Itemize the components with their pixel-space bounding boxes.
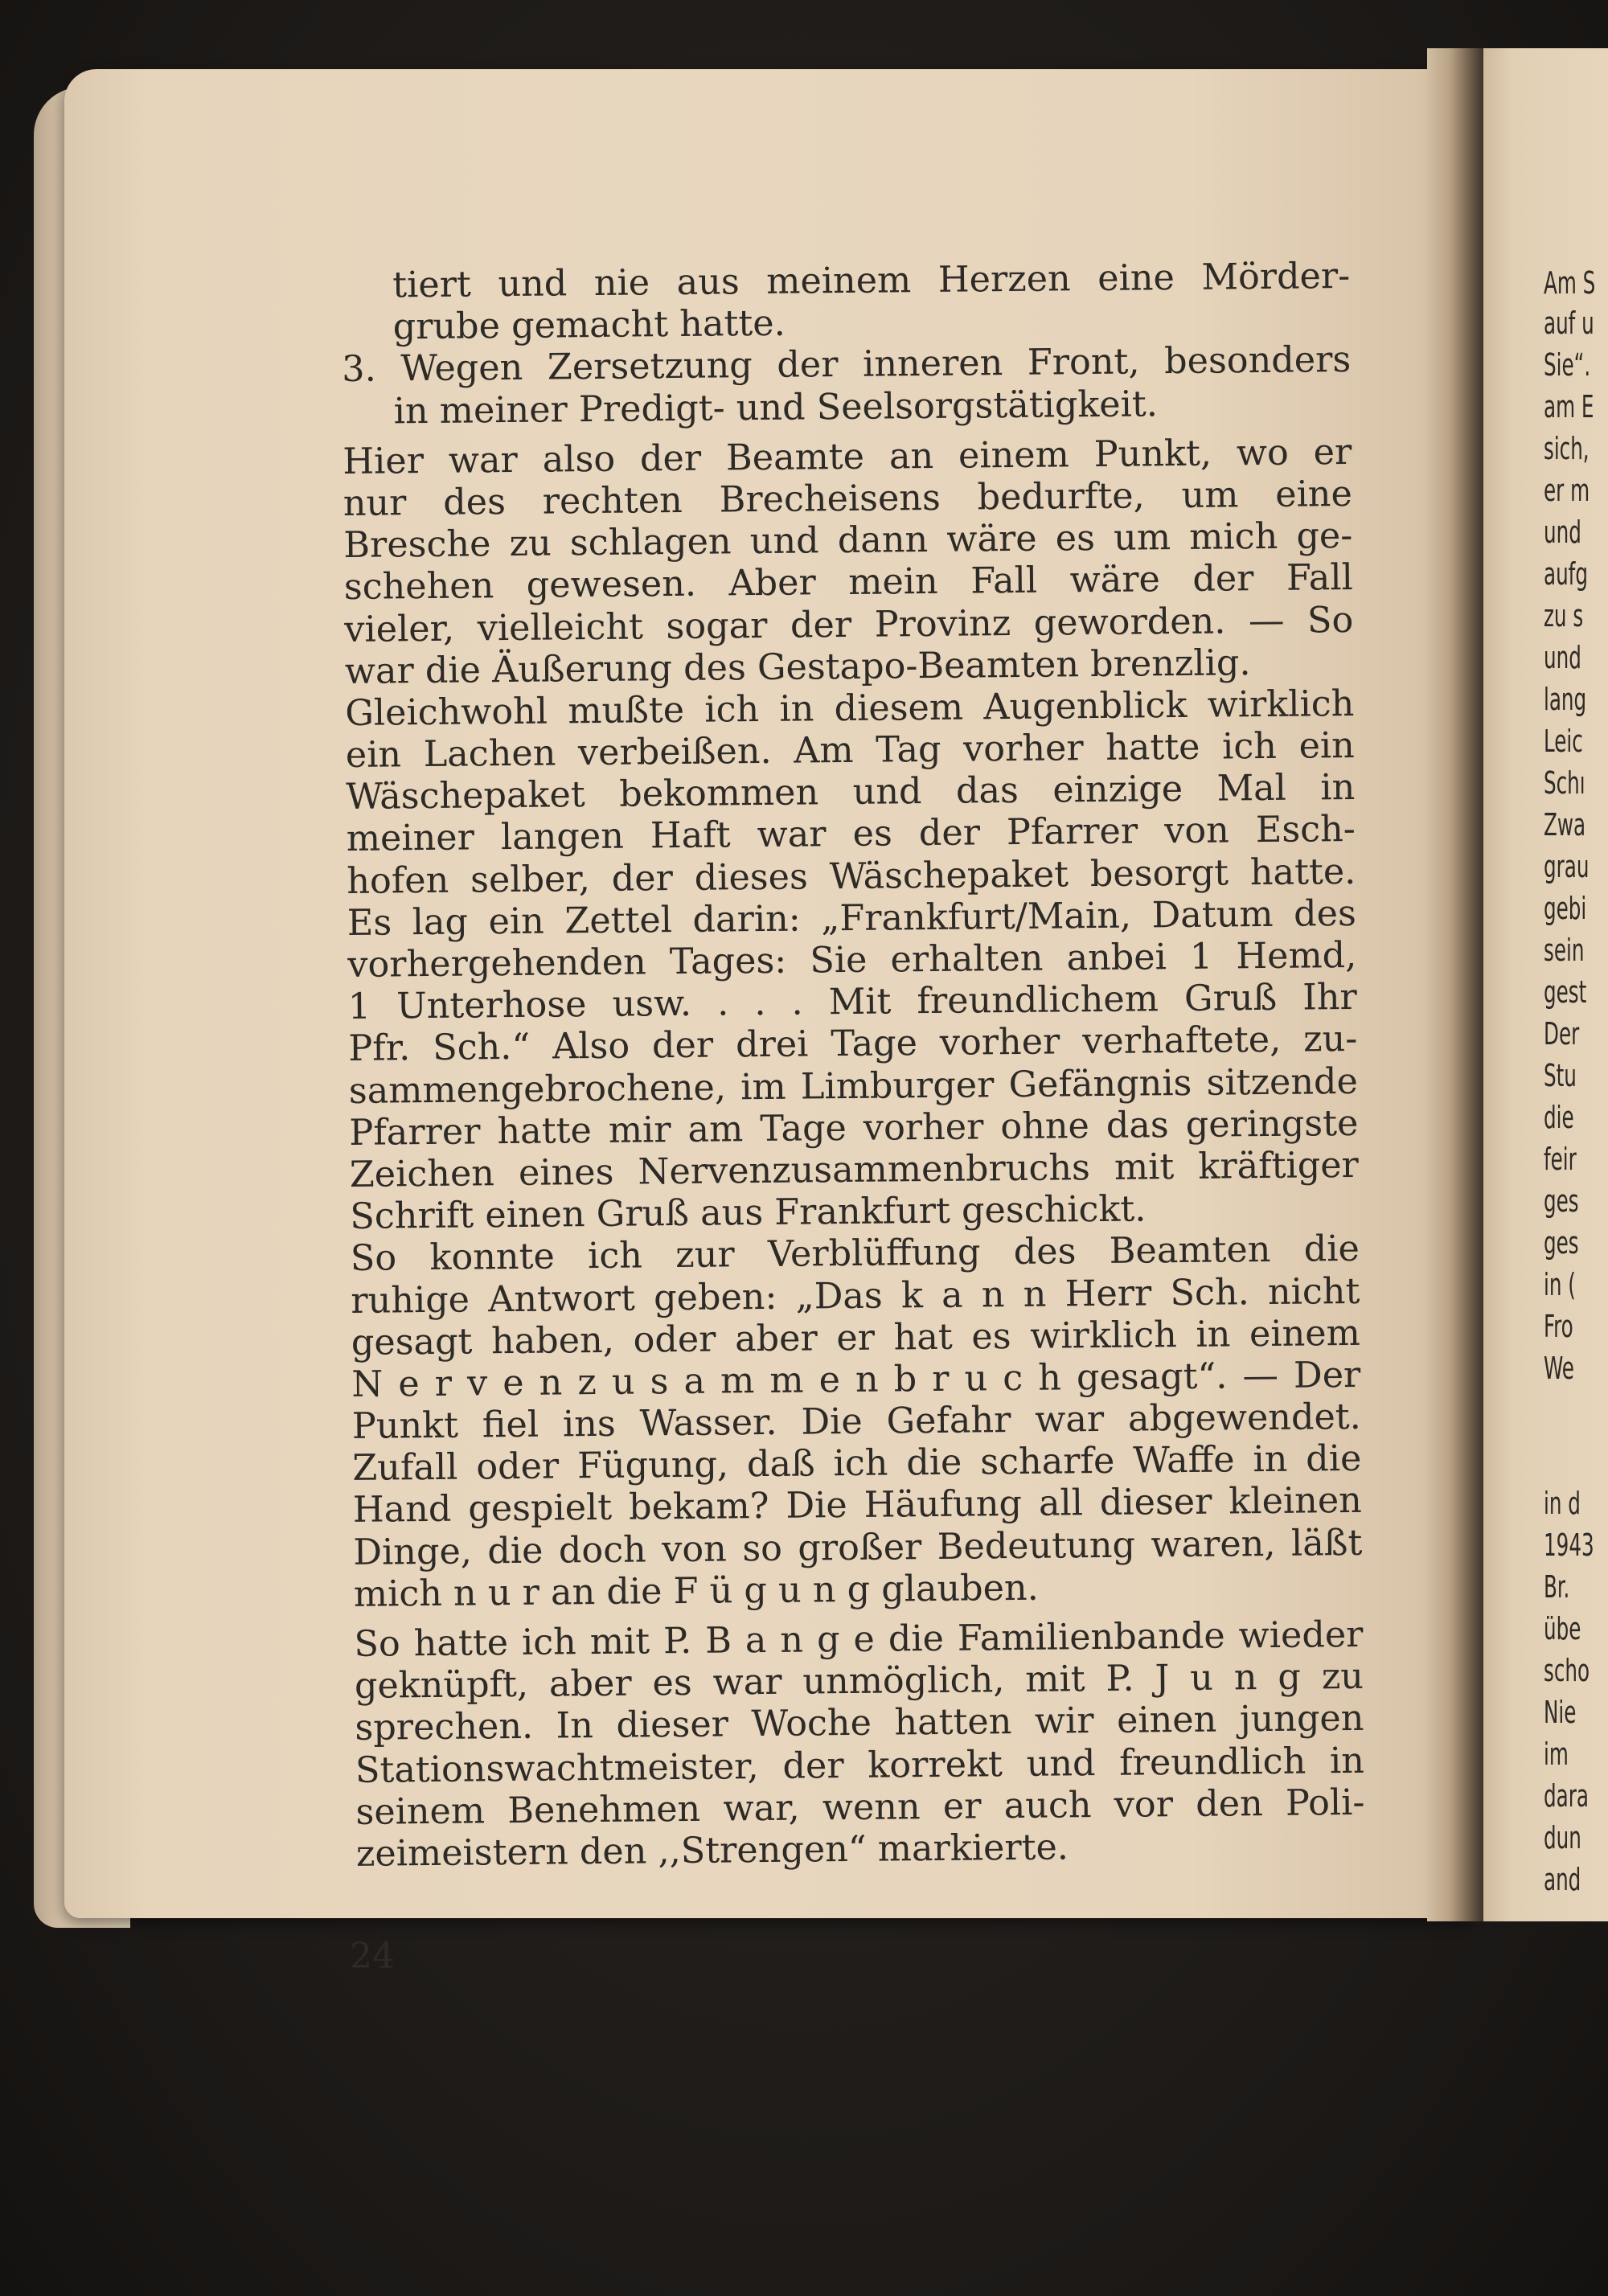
book-gutter xyxy=(1427,48,1483,1921)
text-line: sprechen. In dieser Woche hatten wir einen jungen xyxy=(355,1698,1364,1749)
text-line: Pfr. Sch.“ Also der drei Tage vorher verhaftete, zu- xyxy=(348,1019,1358,1070)
left-page-text xyxy=(341,256,1365,1876)
fragment-line: scho xyxy=(1544,1653,1590,1688)
fragment-line: and xyxy=(1544,1862,1581,1897)
fragment-line: im xyxy=(1544,1736,1569,1772)
text-line: sammengebrochene, im Limburger Gefängnis sitzende xyxy=(348,1060,1359,1112)
fragment-line: Sie“. xyxy=(1544,347,1591,383)
page-number: 24 xyxy=(350,1936,395,1977)
fragment-line: zu s xyxy=(1544,598,1584,633)
fragment-line: Br. xyxy=(1544,1569,1570,1605)
text-line: Es lag ein Zettel darin: „Frankfurt/Main, Datum des xyxy=(347,892,1357,944)
text-line: tiert und nie aus meinem Herzen eine Mörder- xyxy=(392,255,1351,306)
fragment-line: Stu xyxy=(1544,1058,1577,1093)
text-line: vorhergehenden Tages: Sie erhalten anbei 1 Hemd, xyxy=(347,934,1357,986)
text-line: Zeichen eines Nervenzusammenbruchs mit kräftiger xyxy=(349,1144,1360,1195)
fragment-line: ges xyxy=(1544,1225,1579,1261)
fragment-line: feir xyxy=(1544,1142,1577,1177)
fragment-line: 1943 xyxy=(1544,1527,1594,1563)
text-line: zeimeistern den ,,Strengen“ markierte. xyxy=(355,1827,1069,1875)
fragment-line: gebi xyxy=(1544,891,1587,926)
text-line: Gleichwohl mußte ich in diesem Augenblick wirklich xyxy=(345,683,1355,734)
text-line: ein Lachen verbeißen. Am Tag vorher hatte ich ein xyxy=(345,724,1356,777)
text-line: So konnte ich zur Verblüffung des Beamten die xyxy=(350,1228,1360,1280)
text-line: hofen selber, der dieses Wäschepaket besorgt hatte. xyxy=(347,851,1356,902)
text-line: ruhige Antwort geben: „Das k a n n Herr Sch. nicht xyxy=(351,1270,1360,1322)
text-line: in meiner Predigt- und Seelsorgstätigkeit. xyxy=(393,383,1159,432)
fragment-line: Der xyxy=(1544,1016,1580,1052)
text-line: Stationswachtmeister, der korrekt und freundlich in xyxy=(355,1740,1365,1791)
fragment-line: Zwa xyxy=(1544,807,1586,843)
fragment-line: auf u xyxy=(1544,305,1594,341)
fragment-line: er m xyxy=(1544,473,1590,508)
fragment-line: und xyxy=(1544,515,1581,550)
fragment-line: dara xyxy=(1544,1778,1589,1814)
fragment-line: lang xyxy=(1544,682,1587,717)
fragment-line: aufg xyxy=(1544,556,1588,592)
fragment-line: und xyxy=(1544,640,1581,675)
text-line: war die Äußerung des Gestapo-Beamten brenzlig. xyxy=(344,642,1251,692)
text-line: So hatte ich mit P. B a n g e die Familienbande wieder xyxy=(354,1613,1364,1665)
text-line: grube gemacht hatte. xyxy=(392,302,786,348)
text-line: vieler, vielleicht sogar der Provinz geworden. — So xyxy=(344,599,1354,650)
fragment-line: Leic xyxy=(1544,724,1583,759)
text-line: Dinge, die doch von so großer Bedeutung waren, läßt xyxy=(353,1522,1363,1573)
text-line: N e r v e n z u s a m m e n b r u c h gesagt“. — Der xyxy=(351,1354,1361,1405)
text-line: seinem Benehmen war, wenn er auch vor den Poli- xyxy=(355,1781,1365,1833)
text-line: Punkt fiel ins Wasser. Die Gefahr war abgewendet. xyxy=(351,1396,1362,1447)
fragment-line: in d xyxy=(1544,1486,1581,1521)
text-line: Pfarrer hatte mir am Tage vorher ohne das geringste xyxy=(349,1102,1359,1154)
text-line: Wäschepaket bekommen und das einzige Mal in xyxy=(346,767,1356,818)
fragment-line: in ( xyxy=(1544,1267,1576,1302)
fragment-line: sein xyxy=(1544,933,1585,968)
fragment-line: ges xyxy=(1544,1183,1579,1219)
fragment-line: am E xyxy=(1544,389,1594,424)
text-line: 1 Unterhose usw. . . . Mit freundlichem Gruß Ihr xyxy=(347,977,1358,1028)
fragment-line: Nie xyxy=(1544,1695,1577,1730)
fragment-line: Am S xyxy=(1544,265,1596,301)
text-line: Bresche zu schlagen und dann wäre es um mich ge- xyxy=(343,515,1353,567)
text-line: meiner langen Haft war es der Pfarrer von Esch- xyxy=(346,809,1356,860)
text-line: geknüpft, aber es war unmöglich, mit P. J u n g zu xyxy=(354,1656,1364,1708)
fragment-line: die xyxy=(1544,1100,1574,1135)
text-line: Hand gespielt bekam? Die Häufung all dieser kleinen xyxy=(352,1480,1363,1531)
fragment-line: Schı xyxy=(1544,765,1585,801)
text-line: Hier war also der Beamte an einem Punkt, wo er xyxy=(343,431,1352,482)
text-line: schehen gewesen. Aber mein Fall wäre der Fall xyxy=(343,557,1354,609)
fragment-line: dun xyxy=(1544,1820,1581,1855)
fragment-line: gest xyxy=(1544,974,1587,1010)
text-line: mich n u r an die F ü g u n g glauben. xyxy=(353,1567,1040,1615)
fragment-line: Fro xyxy=(1544,1309,1573,1344)
text-line: Schrift einen Gruß aus Frankfurt geschickt. xyxy=(350,1188,1147,1238)
fragment-line: grau xyxy=(1544,849,1590,884)
fragment-line: sich, xyxy=(1544,431,1590,466)
fragment-line: übe xyxy=(1544,1611,1581,1646)
text-line: Zufall oder Fügung, daß ich die scharfe Waffe in die xyxy=(352,1438,1362,1490)
text-line: gesagt haben, oder aber er hat es wirklich in einem xyxy=(351,1312,1361,1363)
fragment-line: We xyxy=(1544,1351,1574,1386)
text-line: 3. Wegen Zersetzung der inneren Front, besonders xyxy=(342,339,1352,391)
text-line: nur des rechten Brecheisens bedurfte, um eine xyxy=(343,473,1353,524)
